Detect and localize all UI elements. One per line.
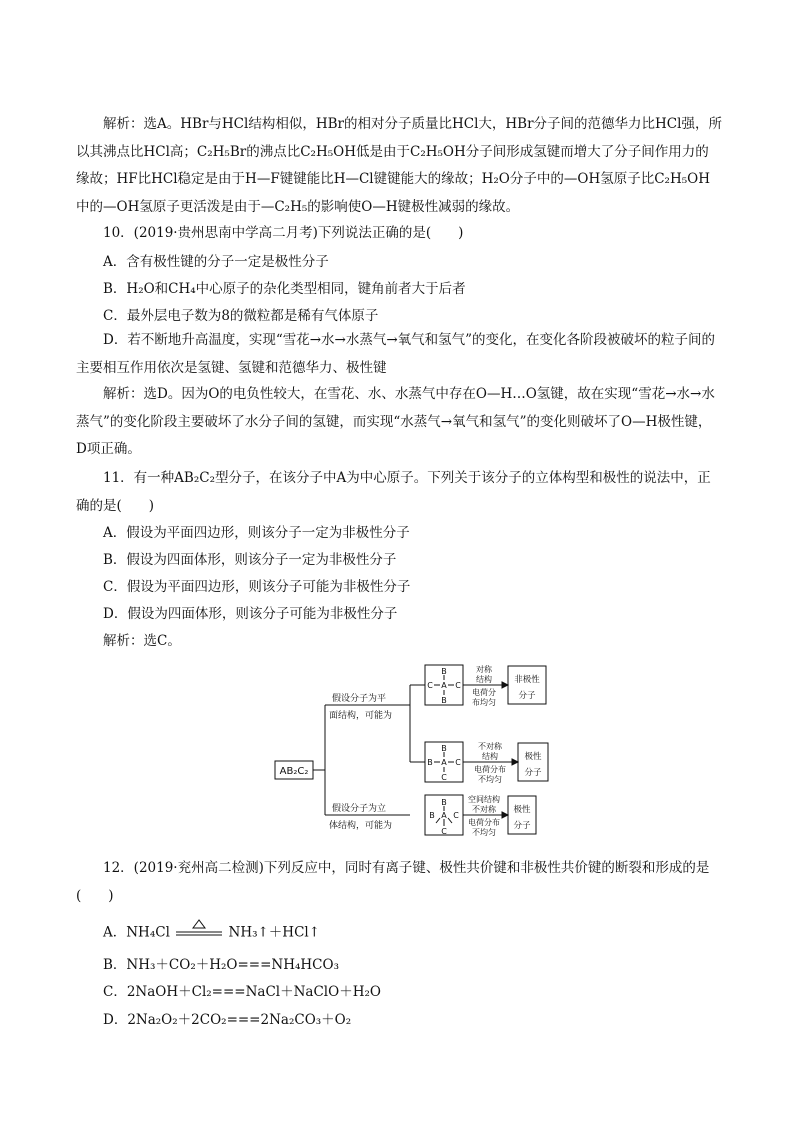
asym-label-2: 结构 — [482, 752, 498, 761]
atom-c-left-1: C — [427, 681, 433, 690]
polar3-label-1: 极性 — [513, 805, 531, 815]
branch-planar-line1: 假设分子为平 — [332, 694, 387, 704]
atom-c-right-2: C — [455, 758, 461, 767]
heat-equal-sign — [174, 918, 224, 948]
sym-label-1: 对称 — [476, 665, 492, 674]
analysis-q9 — [76, 111, 722, 221]
branch-tetra-line2: 体结构，可能为 — [329, 821, 393, 831]
branch-planar-line2: 面结构，可能为 — [329, 711, 393, 721]
q11-analysis: 解析：选C。 — [103, 633, 181, 649]
q11-option-b: B．假设为四面体形，则该分子一定为非极性分子 — [103, 552, 397, 568]
sym-label-3: 电荷分 — [472, 688, 496, 697]
tetra-label-3: 电荷分布 — [468, 818, 500, 827]
q12-stem: 12．(2019·兖州高二检测)下列反应中，同时有离子键、极性共价键和非极性共价键的断裂和形成的是( ) — [76, 860, 710, 904]
asym-label-4: 不均匀 — [478, 775, 502, 784]
atom-c-right-3: C — [453, 811, 459, 820]
polar-label-2: 分子 — [524, 768, 542, 778]
q12-option-a-reactant: A．NH₄Cl — [103, 924, 170, 941]
q10-stem: 10．(2019·贵州思南中学高二月考)下列说法正确的是( ) — [103, 225, 464, 241]
tetra-label-4: 不均匀 — [472, 828, 496, 837]
polar-label-1: 极性 — [524, 752, 542, 762]
q10-option-c: C．最外层电子数为8的微粒都是稀有气体原子 — [103, 308, 379, 324]
q10-option-b: B．H₂O和CH₄中心原子的杂化类型相同，键角前者大于后者 — [103, 281, 466, 297]
analysis-text: HBr与HCl结构相似，HBr的相对分子质量比HCl大，HBr分子间的范德华力比HCl强，所以其沸点比HCl高；C₂H₅Br的沸点比C₂H₅OH低是由于C₂H₅OH分子间形成氢键而增大了分子间作用力的缘故；HF比HCl稳定是由于H—F键键能比H—Cl键键能大的缘故；H₂O分子中的—OH氢原子比C₂H₅OH中的—OH氢原子更活泼是由于—C₂H₅的影响使O—H键极性减弱的缘故。 — [76, 116, 722, 215]
q12-option-c: C．2NaOH＋Cl₂===NaCl＋NaClO＋H₂O — [103, 984, 381, 1000]
q11-option-c: C．假设为平面四边形，则该分子可能为非极性分子 — [103, 579, 411, 595]
analysis-prefix: 解析：选A。 — [103, 116, 181, 132]
molecule-polarity-diagram — [270, 660, 560, 850]
q12-option-d: D．2Na₂O₂＋2CO₂===2Na₂CO₃＋O₂ — [103, 1012, 352, 1028]
atom-a-3: A — [441, 811, 447, 820]
sym-label-4: 布均匀 — [472, 698, 496, 707]
root-label: AB₂C₂ — [279, 766, 309, 777]
atom-c-bottom-3: C — [441, 827, 447, 836]
q12-option-b: B．NH₃＋CO₂＋H₂O===NH₄HCO₃ — [103, 957, 339, 973]
atom-b-top-3: B — [441, 798, 447, 807]
atom-b-top-2: B — [441, 744, 447, 753]
atom-a-1: A — [441, 681, 447, 690]
q11-option-d: D．假设为四面体形，则该分子可能为非极性分子 — [103, 606, 398, 622]
q10-option-a: A．含有极性键的分子一定是极性分子 — [103, 254, 329, 270]
q10-option-d: D．若不断地升高温度，实现“雪花→水→水蒸气→氧气和氢气”的变化，在变化各阶段被破坏的粒子间的主要相互作用依次是氢键、氢键和范德华力、极性键 — [76, 332, 716, 376]
atom-b-left-3: B — [429, 811, 435, 820]
asym-label-3: 电荷分布 — [474, 765, 506, 774]
q12-option-a — [103, 918, 723, 948]
atom-a-2: A — [441, 758, 447, 767]
q11-option-a: A．假设为平面四边形，则该分子一定为非极性分子 — [103, 525, 410, 541]
atom-b-bottom-1: B — [441, 696, 447, 705]
atom-b-left-2: B — [427, 758, 433, 767]
q12-option-a-products: NH₃↑＋HCl↑ — [228, 924, 321, 941]
branch-tetra-line1: 假设分子为立 — [332, 804, 387, 814]
nonpolar-label-2: 分子 — [518, 691, 536, 701]
atom-c-right-1: C — [455, 681, 461, 690]
atom-b-top-1: B — [441, 667, 447, 676]
q10-analysis: 解析：选D。因为O的电负性较大，在雪花、水、水蒸气中存在O—H…O氢键，故在实现“雪花→水→水蒸气”的变化阶段主要破坏了水分子间的氢键，而实现“水蒸气→氧气和氢气”的变化则破坏了O—H极性键，D项正确。 — [76, 386, 715, 457]
sym-label-2: 结构 — [476, 675, 492, 684]
q11-stem: 11．有一种AB₂C₂型分子，在该分子中A为中心原子。下列关于该分子的立体构型和极性的说法中，正确的是( ) — [76, 470, 711, 514]
nonpolar-label-1: 非极性 — [514, 675, 540, 685]
polar3-label-2: 分子 — [513, 821, 531, 831]
asym-label-1: 不对称 — [478, 742, 502, 751]
tetra-label-1: 空间结构 — [468, 795, 500, 804]
tetra-label-2: 不对称 — [472, 805, 496, 814]
atom-c-bottom-2: C — [441, 773, 447, 782]
